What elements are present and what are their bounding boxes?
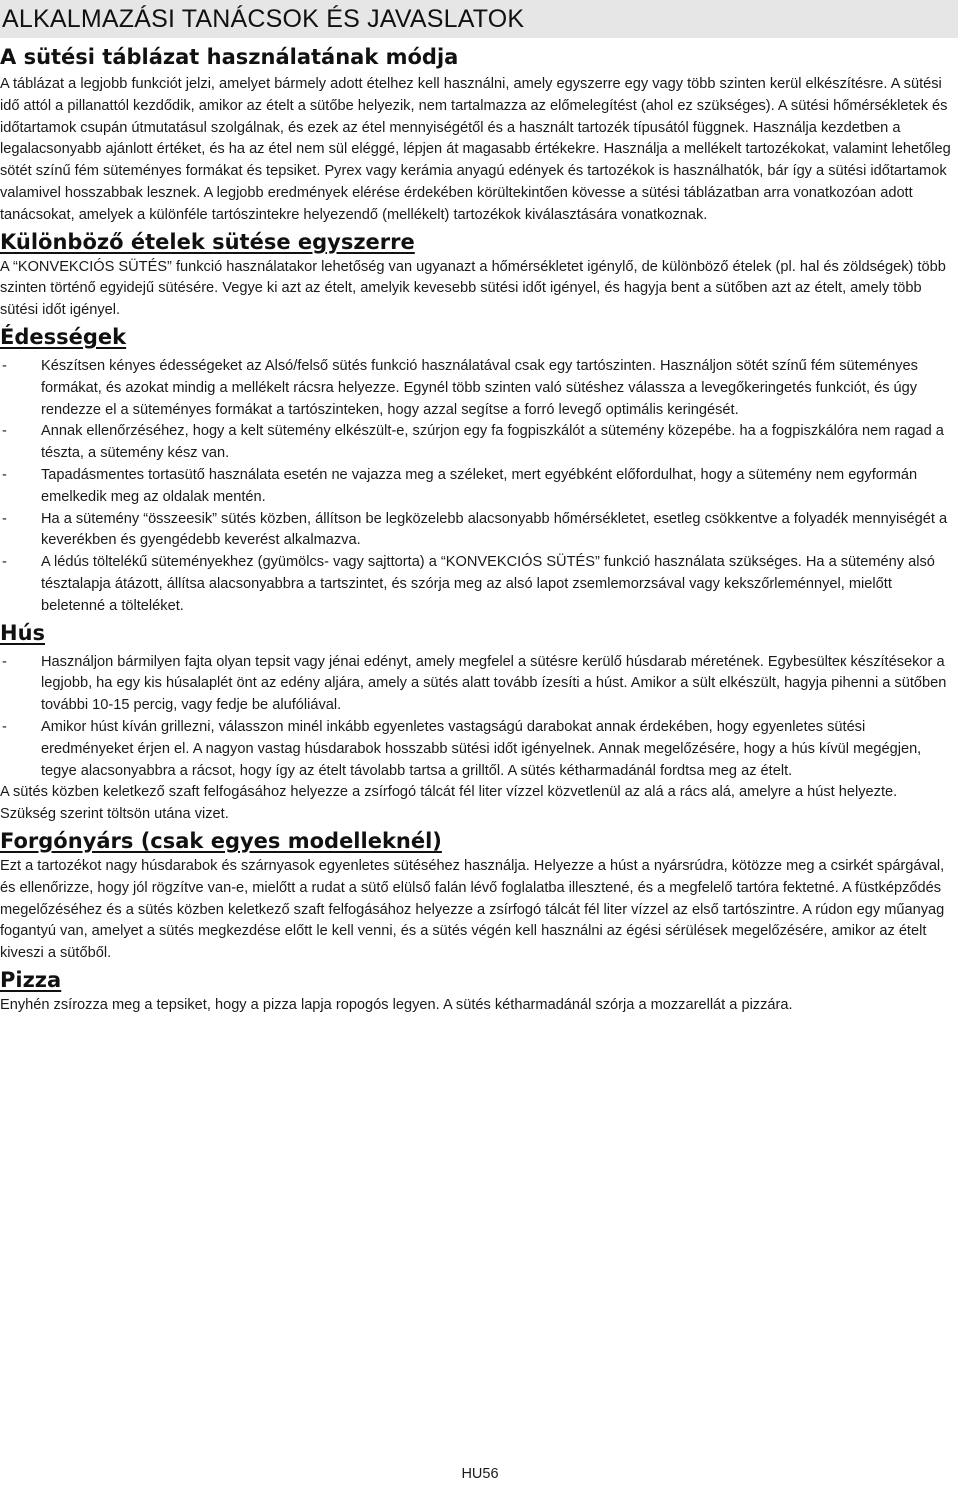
meat-list: [0, 652, 956, 783]
list-item: [0, 421, 956, 465]
dash-marker: -: [2, 653, 7, 670]
dash-marker: -: [2, 423, 7, 440]
list-item: [0, 717, 956, 782]
list-item: [0, 652, 956, 717]
section-heading-pizza: Pizza: [0, 967, 62, 992]
dash-marker: -: [2, 466, 7, 483]
content: [0, 42, 956, 1017]
sweets-list: [0, 356, 956, 618]
list-item: [0, 465, 956, 509]
title-bar: [0, 0, 958, 38]
list-item-text: Használjon bármilyen fajta olyan tepsit vagy jénai edényt, amely megfelel a sütésre kerülő húsdarab méretének. Egybesülteк készítésekor a legjobb, ha egy kis húsalaplét önt az edény aljára, amely a sütés alatt tovább ízesíti a húst. Amikor a sült elkészült, hagyja pihenni a sütőben további 10-15 percig, vagy fedje be alufóliával.: [41, 653, 947, 714]
list-item: [0, 356, 956, 421]
section-text-pizza: Enyhén zsírozza meg a tepsiket, hogy a pizza lapja ropogós legyen. A sütés kétharmadánál szórja a mozzarellát a pizzára.: [0, 996, 793, 1013]
list-item-text: Tapadásmentes tortasütő használata esetén ne vajazza meg a széleket, mert egyébként előfordulhat, hogy a sütemény nem egyformán emelkedik meg az oldalak mentén.: [41, 466, 918, 505]
dash-marker: -: [2, 357, 7, 374]
section-heading-rotisserie: Forgónyárs (csak egyes modelleknél): [0, 828, 442, 853]
section-heading-multi: Különböző ételek sütése egyszerre: [0, 229, 415, 254]
section-text-multi: A “KONVEKCIÓS SÜTÉS” funkció használatakor lehetőség van ugyanazt a hőmérsékletet igénylő, de különböző ételek (pl. hal és zöldségek) több szinten történő egyidejű sütésére. Vegye ki azt az ételt, amelyik kevesebb sütési időt igényel, és hagyja bent a sütőben azt az ételt, amely több sütési időt igényel.: [0, 258, 946, 319]
list-item-text: A lédús töltelékű süteményekhez (gyümölcs- vagy sajttorta) a “KONVEKCIÓS SÜTÉS” funkció használata szükséges. Ha a sütemény alsó tésztalapja átázott, állítsa alacsonyabbra a tartszintet, és szórja meg az alsó lapot zsemlemorzsával vagy kekszőrleménnyel, mielőtt beletenné a tölteléket.: [41, 554, 935, 614]
list-item-text: Annak ellenőrzéséhez, hogy a kelt sütemény elkészült-e, szúrjon egy fa fogpiszkálót a sütemény közepébe. ha a fogpiszkálóra nem ragad a tészta, a sütemény kész van.: [41, 423, 944, 462]
list-item-text: Ha a sütemény “összeesik” sütés közben, állítson be legközelebb alacsonyabb hőmérsékletet, esetleg csökkentve a folyadék mennyiségét a keverékben és gyengédebb keverést alkalmazva.: [41, 510, 948, 549]
dash-marker: -: [2, 718, 7, 735]
intro-heading: A sütési táblázat használatának módja: [0, 45, 459, 69]
list-item-text: Amikor húst kíván grillezni, válasszon minél inkább egyenletes vastagságú darabokat annak érdekében, hogy egyenletes sütési eredményeket érjen el. A nagyon vastag húsdarabok hosszabb sütési időt igényelnek. Annak megelőzésére, hogy a hús kívül megégjen, tegye alacsonyabbra a rácsot, hogy így az ételt távolabb tartsa a grilltől. A sütés kétharmadánál fordtsa meg az ételt.: [41, 718, 922, 779]
meat-after-text: A sütés közben keletkező szaft felfogásához helyezze a zsírfogó tálcát fél liter vízzel közvetlenül az alá a rács alá, amelyre a húst helyezte. Szükség szerint töltsön utána vizet.: [0, 784, 898, 823]
dash-marker: -: [2, 554, 7, 571]
section-heading-meat: Hús: [0, 620, 46, 645]
intro-paragraph: A táblázat a legjobb funkciót jelzi, amelyet bármely adott ételhez kell használni, amely egyszerre egy vagy több szinten kerül elkészítésre. A sütési idő attól a pillanattól kezdődik, amikor az ételt a sütőbe helyezik, nem tartalmazza az előmelegítést (ahol ez szükséges). A sütési hőmérsékletek és időtartamok csupán útmutatásul szolgálnak, és ezek az étel mennyiségétől és a használt tartozék típusától függnek. Használja kezdetben a legalacsonyabb ajánlott értéket, és ha az étel nem sül eléggé, lépjen át magasabb értékekre. Használja a mellékelt tartozékokat, valamint lehetőleg sötét színű fém süteményes formákat és tepsiket. Pyrex vagy kerámia anyagú edények és tartozékok is használhatók, bár így a sütési időtartamok valamivel hosszabbak lesznek. A legjobb eredmények elérése érdekében körültekintően kövesse a sütési táblázatban arra vonatkozóan adott tanácsokat, amelyek a különféle tartószintekre helyezendő (mellékelt) tartozékok kiválasztására vonatkoznak.: [0, 76, 951, 223]
list-item: [0, 552, 956, 617]
list-item: [0, 509, 956, 553]
page-title: ALKALMAZÁSI TANÁCSOK ÉS JAVASLATOK: [2, 5, 525, 33]
page-number: HU56: [461, 1466, 499, 1482]
section-text-rotisserie: Ezt a tartozékot nagy húsdarabok és szárnyasok egyenletes sütéséhez használja. Helyezze a húst a nyársrúdra, kötözze meg a csirkét spárgával, és ellenőrizze, hogy jól rögzítve van-e, mielőtt a rudat a sütő elülső falán lévő foglalatba illesztené, és a megfelelő tartóra fektetné. A füstképződés megelőzéséhez és a sütés közben keletkező szaft felfogásához helyezze a zsírfogó tálcát fél liter vízzel az első tartószintre. A rúdon egy műanyag fogantyú van, amelyet a sütés megkezdése előtt le kell venni, és a sütés végén kell használni az égési sérülések megelőzésére, amikor az ételt kiveszi a sütőből.: [0, 857, 945, 962]
dash-marker: -: [2, 510, 7, 527]
list-item-text: Készítsen kényes édességeket az Alsó/felső sütés funkció használatával csak egy tartószinten. Használjon sötét színű fém süteményes formákat, és azokat mindig a mellékelt rácsra helyezze. Egynél több szinten való sütéshez válassza a levegőkeringetés funkciót, és úgy rendezze el a süteményes formákat a tartószinteken, hogy azzal segítse a forró levegő optimális keringését.: [41, 357, 918, 418]
section-heading-sweets: Édességek: [0, 324, 127, 349]
